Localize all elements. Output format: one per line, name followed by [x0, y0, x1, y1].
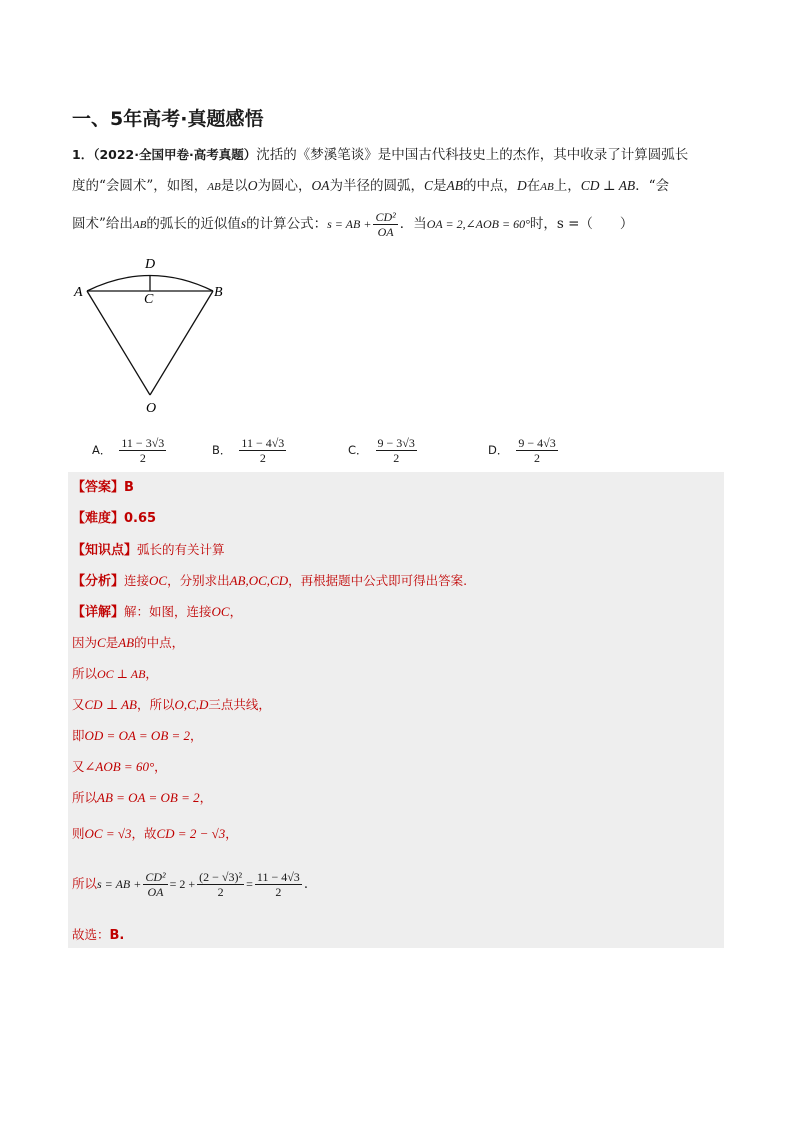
arc-ab-math: AB [207, 181, 221, 193]
formula-fraction [373, 210, 397, 239]
q-math: s [240, 216, 247, 231]
label-o: O [146, 401, 157, 416]
option-c[interactable] [348, 432, 419, 468]
question-source: （2022·全国甲卷·高考真题） [93, 147, 257, 162]
answer-tag: 【答案】 [72, 480, 125, 495]
q-math: O [247, 178, 258, 193]
q-text: 为半径的圆弧， [329, 178, 425, 194]
q-math: C [424, 178, 434, 193]
step-fraction [255, 870, 302, 899]
analysis-text: 连接 [124, 573, 150, 588]
step-fraction [143, 870, 167, 899]
question-line-1 [72, 145, 688, 165]
step-text: 所以 [72, 790, 98, 805]
option-fraction [516, 436, 557, 465]
q-text: 的计算公式： [246, 216, 328, 232]
step-text: ， [225, 826, 238, 841]
detail-tag: 【详解】 [72, 605, 125, 620]
q-text: 的中点， [463, 178, 518, 194]
step-text: ，故 [131, 826, 157, 841]
solution-step-1 [72, 633, 184, 654]
option-fraction [119, 436, 166, 465]
fraction-denominator: OA [147, 885, 164, 899]
step-math: C [97, 635, 106, 650]
fraction-denominator: 2 [393, 450, 400, 465]
label-b: B [214, 285, 223, 300]
q-text: 为圆心， [257, 178, 312, 194]
detail-line [72, 602, 242, 623]
q-text: ．“会 [635, 178, 670, 194]
segment-oa [87, 291, 150, 395]
option-letter: B． [212, 443, 232, 457]
option-b[interactable] [212, 432, 288, 468]
step-text: 则 [72, 826, 85, 841]
q-math: CD ⊥ AB [580, 178, 636, 193]
step-math: OC = √3 [84, 826, 132, 841]
fraction-numerator: 11 − 4√3 [241, 435, 285, 450]
fraction-denominator: 2 [217, 885, 224, 899]
step-text: 因为 [72, 635, 98, 650]
q-text: 的弧长的近似值 [146, 216, 241, 232]
step-math: ∠AOB = 60° [84, 759, 155, 774]
difficulty-value: 0.65 [124, 511, 157, 526]
solution-step-6 [72, 788, 212, 809]
step-text: ， [190, 728, 203, 743]
fraction-denominator: OA [377, 225, 394, 239]
step-text: 是 [105, 635, 119, 650]
label-a: A [74, 285, 83, 300]
analysis-tag: 【分析】 [72, 574, 125, 589]
q-math: OA = 2,∠AOB = 60° [426, 217, 530, 231]
q-math: D [517, 178, 527, 193]
fraction-numerator: 11 − 4√3 [256, 870, 300, 884]
q-text: 在 [526, 178, 541, 194]
q-text: 时， [529, 216, 557, 232]
step-text: 即 [72, 728, 85, 743]
q-math: OA [311, 178, 330, 193]
final-answer-line [72, 925, 124, 946]
option-a[interactable] [92, 432, 168, 468]
step-text: 所以 [72, 876, 98, 891]
step-text: 三点共线， [208, 697, 271, 712]
detail-math: OC [211, 604, 230, 619]
arc-ab-math: AB [132, 219, 147, 231]
fraction-numerator: 9 − 3√3 [377, 435, 415, 450]
arc-ab-math: AB [540, 181, 554, 193]
final-value: B. [109, 928, 125, 943]
knowledge-value: 弧长的有关计算 [137, 542, 225, 557]
step-text: 又 [72, 759, 85, 774]
solution-step-5 [72, 757, 167, 778]
detail-text: ， [229, 604, 243, 619]
final-text: 故选： [72, 927, 110, 942]
solution-step-3 [72, 695, 271, 716]
step-text: 的中点， [134, 635, 185, 650]
step-text: 所以 [72, 666, 98, 681]
section-title: 一、5年高考·真题感悟 [72, 108, 264, 130]
step-math: CD = 2 − √3 [156, 826, 226, 841]
option-letter: A． [92, 443, 112, 457]
step-math: CD ⊥ AB [84, 697, 137, 712]
solution-step-7 [72, 824, 238, 845]
fraction-numerator: (2 − √3)² [199, 870, 243, 884]
fraction-denominator: 2 [259, 450, 266, 465]
option-fraction [376, 436, 417, 465]
solution-step-4 [72, 726, 203, 747]
fraction-numerator: 11 − 3√3 [121, 435, 165, 450]
question-number: 1． [72, 147, 94, 162]
q-text: 是以 [220, 178, 248, 194]
answer-line [72, 478, 134, 498]
q-text: 是 [433, 178, 447, 194]
q-text: s =（ ） [556, 216, 634, 232]
step-math: s = AB + [97, 877, 142, 891]
answer-options [92, 432, 692, 472]
geometry-figure [70, 248, 240, 422]
q-text: 上， [553, 178, 581, 194]
option-fraction [239, 436, 286, 465]
step-math: = 2 + [169, 877, 196, 891]
fraction-denominator: 2 [275, 885, 282, 899]
option-letter: D． [488, 443, 509, 457]
step-text: 又 [72, 697, 85, 712]
solution-step-2 [72, 664, 158, 685]
segment-ob [150, 291, 213, 395]
option-letter: C． [348, 443, 368, 457]
fraction-numerator: CD² [145, 870, 166, 884]
step-text: ， [145, 666, 158, 681]
step-math: = [246, 877, 253, 891]
fraction-numerator: CD² [375, 210, 396, 224]
knowledge-tag: 【知识点】 [72, 543, 138, 558]
analysis-line [72, 571, 467, 592]
step-math: AB [118, 635, 135, 650]
analysis-text: ，分别求出 [167, 573, 230, 588]
step-text: ， [154, 759, 167, 774]
step-text: ， [199, 790, 213, 805]
analysis-text: ，再根据题中公式即可得出答案. [288, 573, 468, 588]
q-text: 度的“会圆术”，如图， [72, 178, 208, 194]
step-math: O,C,D [174, 697, 209, 712]
q-text: 圆术”给出 [72, 216, 133, 232]
label-c: C [144, 292, 154, 307]
step-math: OD = OA = OB = 2 [84, 728, 191, 743]
analysis-math: OC [149, 573, 168, 588]
solution-step-8 [72, 870, 308, 899]
question-text-1: 沈括的《梦溪笔谈》是中国古代科技史上的杰作，其中收录了计算圆弧长 [256, 147, 689, 163]
fraction-numerator: 9 − 4√3 [518, 435, 556, 450]
difficulty-tag: 【难度】 [72, 511, 125, 526]
analysis-math: AB,OC,CD [229, 573, 289, 588]
knowledge-line [72, 540, 225, 561]
step-math: AB = OA = OB = 2 [97, 790, 200, 805]
q-text: ．当 [399, 216, 427, 232]
detail-text: 解：如图，连接 [124, 604, 212, 619]
fraction-denominator: 2 [139, 450, 146, 465]
answer-value: B [124, 480, 134, 495]
fraction-denominator: 2 [534, 450, 541, 465]
q-math: AB [446, 178, 464, 193]
label-d: D [145, 257, 156, 272]
difficulty-line [72, 509, 156, 529]
step-fraction [197, 870, 244, 899]
step-math: OC ⊥ AB [97, 667, 146, 681]
q-math: s = AB + [327, 217, 372, 231]
step-text: ，所以 [136, 697, 175, 712]
step-text: . [303, 877, 308, 892]
question-line-3 [72, 210, 633, 239]
question-line-2 [72, 176, 669, 197]
option-d[interactable] [488, 432, 560, 468]
